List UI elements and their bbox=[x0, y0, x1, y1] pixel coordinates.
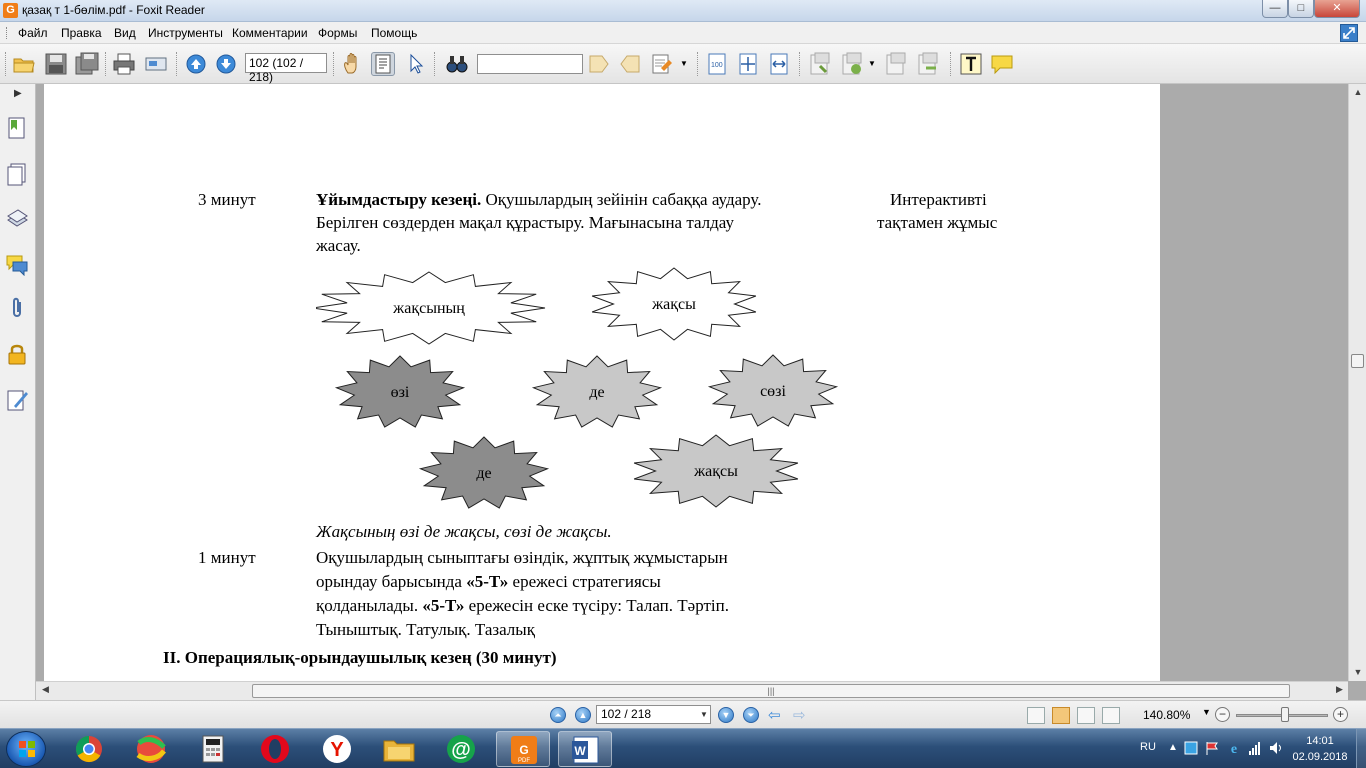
row1-right-line1: Интерактивті bbox=[890, 190, 987, 209]
zoom-in-icon[interactable]: + bbox=[1333, 707, 1348, 722]
find-next-icon[interactable] bbox=[618, 52, 642, 76]
security-lock-icon[interactable] bbox=[6, 342, 28, 366]
chrome-taskbar-icon[interactable] bbox=[62, 731, 116, 767]
page-number-input[interactable]: 102 (102 / 218) bbox=[245, 53, 327, 73]
bookmarks-icon[interactable] bbox=[6, 116, 28, 140]
volume-speaker-icon[interactable] bbox=[1268, 740, 1284, 756]
panel-expand-icon[interactable]: ▶ bbox=[14, 88, 22, 99]
star-1-label: жақсының bbox=[393, 300, 465, 317]
scroll-right-arrow-icon[interactable]: ▶ bbox=[1336, 684, 1343, 694]
hand-tool-icon[interactable] bbox=[341, 52, 365, 76]
row2-line3 bbox=[316, 594, 729, 617]
attachments-paperclip-icon[interactable] bbox=[6, 296, 28, 320]
scan-icon[interactable] bbox=[144, 52, 168, 76]
go-forward-arrow-icon[interactable]: ⇨ bbox=[793, 707, 806, 724]
row1-line1 bbox=[316, 188, 761, 211]
menu-bar bbox=[0, 22, 1366, 44]
pdf-page bbox=[44, 84, 1160, 681]
menu-comments[interactable]: Комментарии bbox=[232, 26, 308, 40]
minimize-button[interactable]: — bbox=[1262, 0, 1288, 18]
horizontal-scroll-thumb[interactable]: ||| bbox=[252, 684, 1290, 698]
fit-width-icon[interactable] bbox=[767, 52, 791, 76]
typewriter-icon[interactable] bbox=[959, 52, 983, 76]
find-previous-icon[interactable] bbox=[587, 52, 611, 76]
yandex-browser-taskbar-icon[interactable] bbox=[310, 731, 364, 767]
toolbar-grip bbox=[5, 52, 6, 76]
row1-time: 3 минут bbox=[198, 190, 256, 209]
star-7 bbox=[634, 435, 798, 507]
pdf-convert-icon[interactable] bbox=[840, 52, 864, 76]
separator bbox=[105, 52, 106, 76]
separator bbox=[697, 52, 698, 76]
tray-app-icon[interactable] bbox=[1184, 740, 1198, 756]
menu-forms[interactable]: Формы bbox=[318, 26, 358, 40]
search-input[interactable] bbox=[477, 54, 583, 74]
facing-view-icon[interactable] bbox=[1077, 707, 1095, 724]
actual-size-icon[interactable] bbox=[705, 52, 729, 76]
foxit-app-icon[interactable]: G bbox=[3, 3, 18, 18]
row2-line3-b: ережесін еске түсіру: Талап. Тәртіп. bbox=[464, 596, 729, 615]
status-bar bbox=[0, 700, 1366, 728]
separator bbox=[333, 52, 334, 76]
first-page-icon[interactable]: ⏶ bbox=[550, 707, 566, 723]
zoom-out-icon[interactable]: − bbox=[1215, 707, 1230, 722]
pages-thumbnail-icon[interactable] bbox=[6, 162, 28, 186]
row2-line3-bold: «5-Т» bbox=[422, 596, 465, 615]
comment-note-icon[interactable] bbox=[990, 52, 1014, 76]
keyboard-language-indicator[interactable]: RU bbox=[1140, 741, 1156, 753]
calculator-taskbar-icon[interactable] bbox=[186, 731, 240, 767]
svg-text:W: W bbox=[574, 744, 586, 758]
page-dropdown-arrow-icon[interactable]: ▼ bbox=[700, 710, 708, 719]
network-signal-icon[interactable] bbox=[1248, 740, 1262, 756]
last-page-icon[interactable]: ⏷ bbox=[743, 707, 759, 723]
svg-text:PDF: PDF bbox=[518, 758, 530, 764]
row2-line4: Тыныштық. Татулық. Тазалық bbox=[316, 620, 535, 639]
proverb-stars-diagram bbox=[316, 264, 876, 514]
fit-page-icon[interactable] bbox=[736, 52, 760, 76]
foxit-reader-taskbar-icon[interactable] bbox=[496, 731, 550, 767]
comments-panel-icon[interactable] bbox=[6, 252, 28, 276]
row1-line2: Берілген сөздерден мақал құрастыру. Мағынасына талдау bbox=[316, 213, 734, 232]
section-heading: II. Операциялық-орындаушылық кезең (30 минут) bbox=[163, 648, 557, 667]
save-as-icon[interactable] bbox=[75, 52, 99, 76]
zoom-dropdown-arrow-icon[interactable]: ▼ bbox=[1202, 707, 1211, 717]
prev-page-icon[interactable] bbox=[184, 52, 208, 76]
row2-line2-bold: «5-Т» bbox=[466, 572, 509, 591]
title-bar bbox=[0, 0, 1366, 22]
dropdown-arrow-icon[interactable]: ▼ bbox=[868, 59, 876, 68]
row2-line3-a: қолданылады. bbox=[316, 596, 423, 615]
open-folder-icon[interactable] bbox=[12, 52, 36, 76]
star-3 bbox=[337, 356, 464, 427]
svg-text:@: @ bbox=[451, 739, 471, 761]
zoom-slider-thumb[interactable] bbox=[1281, 707, 1289, 722]
select-text-icon[interactable] bbox=[371, 52, 395, 76]
go-back-arrow-icon[interactable]: ⇦ bbox=[768, 707, 781, 724]
word-taskbar-icon[interactable] bbox=[558, 731, 612, 767]
star-3-label: өзі bbox=[390, 384, 410, 401]
row2-line1: Оқушылардың сыныптағы өзіндік, жұптық жұмыстарын bbox=[316, 548, 728, 567]
print-icon[interactable] bbox=[112, 52, 136, 76]
previous-page-icon[interactable]: ▲ bbox=[575, 707, 591, 723]
zoom-level[interactable]: 140.80% bbox=[1143, 708, 1191, 722]
row1-bold-heading: Ұйымдастыру кезеңі. bbox=[316, 190, 482, 209]
select-arrow-icon[interactable] bbox=[403, 52, 427, 76]
maximize-button[interactable]: □ bbox=[1288, 0, 1314, 18]
star-4-label: де bbox=[589, 384, 605, 401]
svg-text:G: G bbox=[519, 743, 529, 757]
opera-taskbar-icon[interactable] bbox=[248, 731, 302, 767]
menu-grip[interactable] bbox=[6, 27, 9, 39]
pdf-create-icon[interactable] bbox=[808, 52, 832, 76]
show-desktop-button[interactable] bbox=[1356, 729, 1366, 768]
next-page-icon[interactable] bbox=[214, 52, 238, 76]
mail-agent-taskbar-icon[interactable] bbox=[434, 731, 488, 767]
signature-icon[interactable] bbox=[6, 388, 28, 412]
star-1 bbox=[316, 272, 545, 344]
row2-line2 bbox=[316, 570, 661, 593]
menu-view[interactable]: Вид bbox=[114, 26, 136, 40]
row1-line1-rest: Оқушылардың зейінін сабаққа аудару. bbox=[481, 190, 762, 209]
star-2 bbox=[592, 268, 756, 340]
row2-line2-a: орындау барысында bbox=[316, 572, 467, 591]
window-title: қазақ т 1-бөлім.pdf - Foxit Reader bbox=[22, 3, 205, 17]
browser-ball-taskbar-icon[interactable] bbox=[124, 731, 178, 767]
dropdown-arrow-icon[interactable]: ▼ bbox=[680, 59, 688, 68]
menu-file[interactable]: Файл bbox=[18, 26, 48, 40]
star-5-label: сөзі bbox=[760, 383, 786, 400]
separator bbox=[176, 52, 177, 76]
proverb-text: Жақсының өзі де жақсы, сөзі де жақсы. bbox=[316, 522, 612, 541]
star-2-label: жақсы bbox=[652, 296, 696, 313]
tray-expand-icon[interactable]: ▲ bbox=[1168, 742, 1178, 753]
pdf-export-icon[interactable] bbox=[884, 52, 908, 76]
highlight-search-icon[interactable] bbox=[650, 52, 674, 76]
row2-line2-b: ережесі стратегиясы bbox=[508, 572, 661, 591]
star-6 bbox=[421, 437, 548, 508]
svg-text:100: 100 bbox=[711, 62, 723, 69]
scroll-down-arrow-icon[interactable]: ▼ bbox=[1353, 667, 1363, 677]
star-5 bbox=[710, 355, 837, 426]
row1-line3: жасау. bbox=[316, 236, 361, 255]
toolbar bbox=[0, 44, 1366, 84]
binoculars-icon[interactable] bbox=[445, 52, 469, 76]
clock-date[interactable]: 02.09.2018 bbox=[1292, 751, 1348, 763]
fullscreen-icon[interactable] bbox=[1340, 24, 1358, 42]
scroll-up-arrow-icon[interactable]: ▲ bbox=[1353, 87, 1363, 97]
layers-icon[interactable] bbox=[6, 206, 28, 230]
vertical-scroll-thumb[interactable] bbox=[1351, 354, 1364, 368]
star-4 bbox=[534, 356, 661, 427]
vertical-scrollbar[interactable] bbox=[1348, 84, 1366, 681]
status-page-input[interactable]: 102 / 218 bbox=[596, 705, 711, 724]
pdf-merge-icon[interactable] bbox=[916, 52, 940, 76]
star-7-label: жақсы bbox=[694, 463, 738, 480]
ie-tray-icon[interactable] bbox=[1226, 740, 1242, 756]
clock-time[interactable]: 14:01 bbox=[1306, 735, 1334, 747]
navigation-panel bbox=[0, 84, 36, 700]
next-page-icon[interactable]: ▼ bbox=[718, 707, 734, 723]
separator bbox=[950, 52, 951, 76]
horizontal-scrollbar[interactable] bbox=[36, 681, 1348, 700]
action-center-flag-icon[interactable] bbox=[1205, 740, 1219, 756]
windows-taskbar bbox=[0, 728, 1366, 768]
separator bbox=[799, 52, 800, 76]
row2-time: 1 минут bbox=[198, 548, 256, 567]
close-button[interactable]: ✕ bbox=[1314, 0, 1360, 18]
svg-text:e: e bbox=[1230, 742, 1238, 756]
single-page-view-icon[interactable] bbox=[1027, 707, 1045, 724]
row1-right-line2: тақтамен жұмыс bbox=[877, 213, 998, 232]
save-icon[interactable] bbox=[44, 52, 68, 76]
separator bbox=[434, 52, 435, 76]
menu-tools[interactable]: Инструменты bbox=[148, 26, 223, 40]
menu-edit[interactable]: Правка bbox=[61, 26, 102, 40]
scroll-left-arrow-icon[interactable]: ◀ bbox=[42, 684, 49, 694]
document-viewport[interactable] bbox=[36, 84, 1348, 681]
continuous-facing-view-icon[interactable] bbox=[1102, 707, 1120, 724]
file-explorer-taskbar-icon[interactable] bbox=[372, 731, 426, 767]
start-button-windows-icon[interactable] bbox=[6, 731, 46, 767]
svg-text:Y: Y bbox=[330, 739, 344, 761]
continuous-view-icon[interactable] bbox=[1052, 707, 1070, 724]
menu-help[interactable]: Помощь bbox=[371, 26, 418, 40]
star-6-label: де bbox=[476, 465, 492, 482]
